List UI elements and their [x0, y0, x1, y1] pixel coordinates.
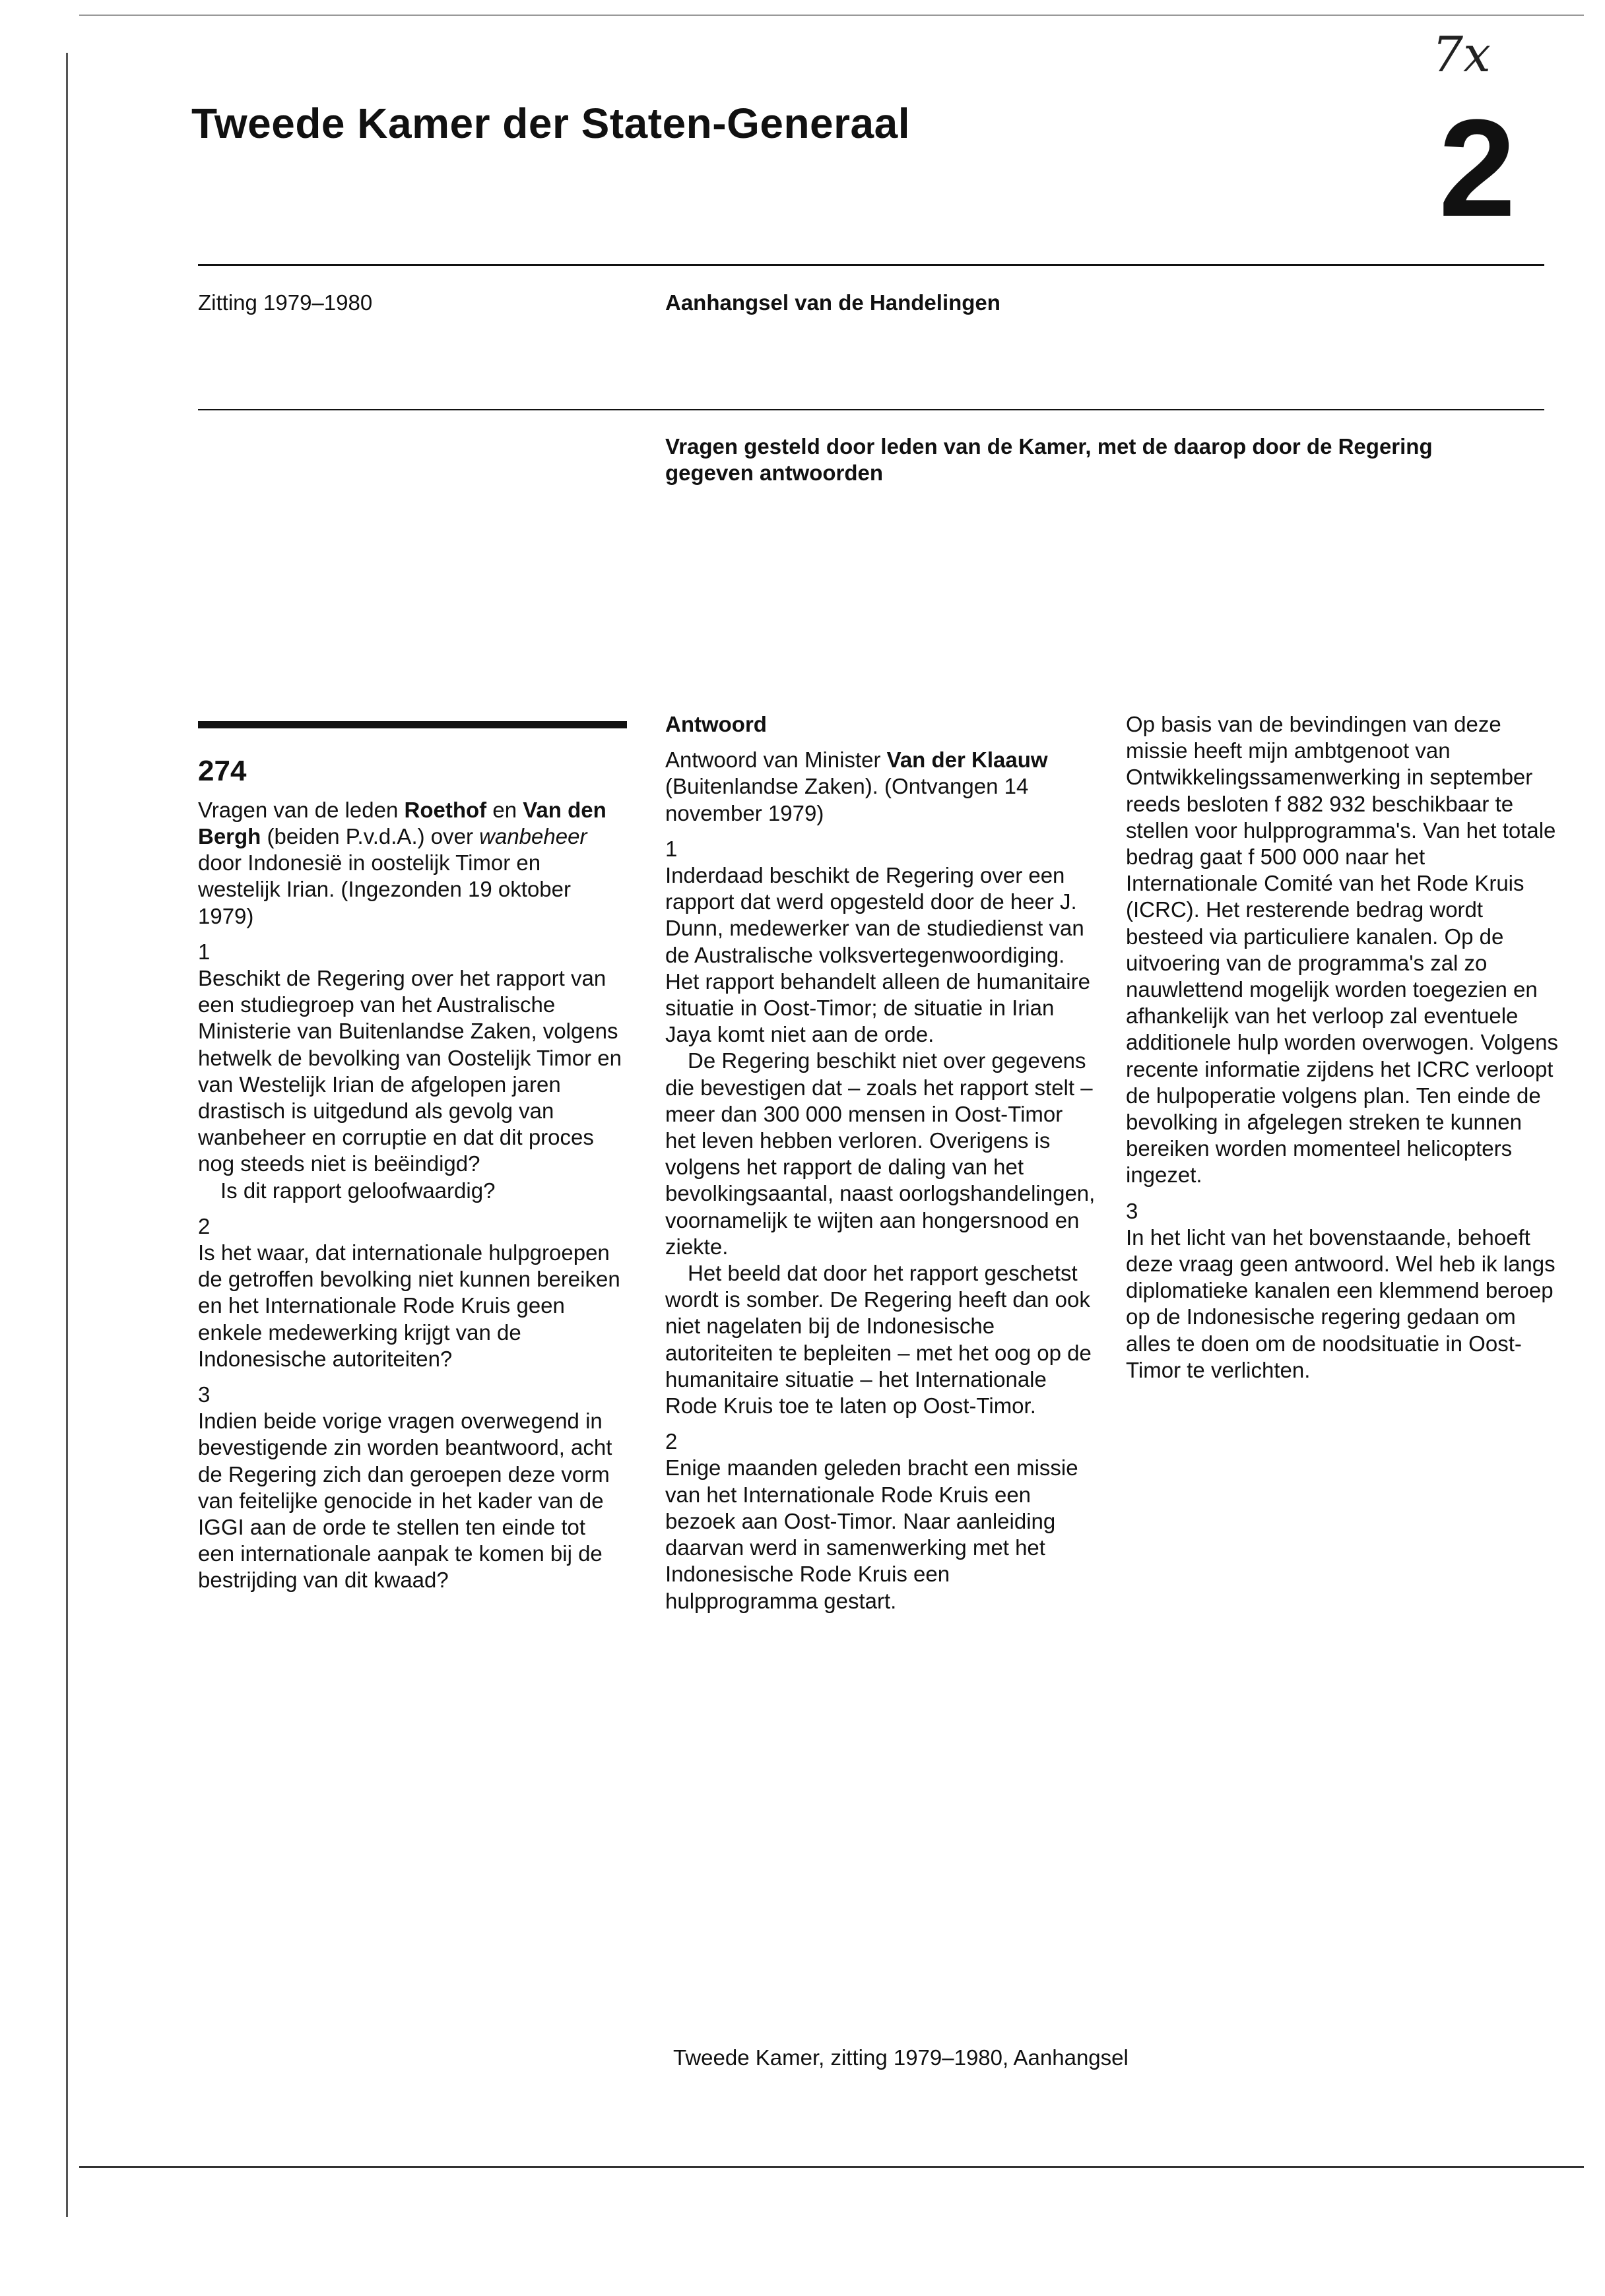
answer-intro-part2: (Buitenlandse Zaken). (Ontvangen 14 november 1979)	[665, 774, 1029, 825]
answer-1-text-2: De Regering beschikt niet over gegevens die bevestigen dat – zoals het rapport stelt – meer dan 300 000 mensen in Oost-Timor het leven hebben verloren. Overigens is volgens het rapport de daling van het bevolkingsaantal, naast oorlogshandelingen, voornamelijk te wijten aan hongersnood en ziekte.	[665, 1048, 1096, 1259]
question-topic: wanbeheer	[479, 824, 587, 848]
question-1-text: Beschikt de Regering over het rapport van een studiegroep van het Australische Ministerie van Buitenlandse Zaken, volgens hetwelk de bevolking van Oostelijk Timor en van Westelijk Irian de afgelopen jaren drastisch is uitgedund als gevolg van wanbeheer en corruptie en dat dit proces nog steeds niet is beëindigd?	[198, 966, 622, 1176]
answer-intro-part1: Antwoord van Minister	[665, 748, 887, 773]
scan-top-edge	[79, 15, 1584, 16]
scan-left-edge	[66, 53, 68, 2217]
question-1-text-2: Is dit rapport geloofwaardig?	[220, 1178, 496, 1203]
question-column	[198, 749, 627, 1594]
section-rule	[198, 409, 1544, 410]
handwritten-annotation: 7x	[1432, 26, 1491, 83]
question-2-number: 2	[198, 1213, 211, 1238]
answer-column-continued	[1126, 711, 1558, 1384]
question-bar	[198, 721, 627, 728]
question-intro-part2: en	[486, 797, 523, 822]
page-title: Tweede Kamer der Staten-Generaal	[191, 100, 910, 147]
question-intro	[198, 797, 627, 930]
scan-bottom-edge	[79, 2166, 1584, 2168]
answer-2-number: 2	[665, 1429, 678, 1454]
answer-3-text: In het licht van het bovenstaande, behoeft deze vraag geen antwoord. Wel heb ik langs diplomatieke kanalen een klemmend beroep op de Indonesische regering gedaan om alles te doen om de noodsituatie in Oost-Timor te verlichten.	[1126, 1225, 1556, 1382]
intro-line-2: gegeven antwoorden	[665, 461, 884, 485]
answer-3-number: 3	[1126, 1198, 1138, 1223]
question-number: 274	[198, 755, 247, 787]
question-3-text: Indien beide vorige vragen overwegend in bevestigende zin worden beantwoord, acht de Regering zich dan geroepen deze vorm van feitelijke genocide in het kader van de IGGI aan de orde te stellen ten einde tot een internationale aanpak te komen bij de bestrijding van dit kwaad?	[198, 1409, 612, 1593]
answer-2-text-2: Op basis van de bevindingen van deze missie heeft mijn ambtgenoot van Ontwikkelingssamenwerking in september reeds besloten f 882 932 beschikbaar te stellen voor hulpprogramma's. Van het totale bedrag gaat f 500 000 naar het Internationale Comité van het Rode Kruis (ICRC). Het resterende bedrag wordt besteed via particuliere kanalen. Op de uitvoering van de programma's zal zo nauwlettend mogelijk worden toegezien en afhankelijk van het verloop zal eventuele additionele hulp worden overwogen. Volgens recente informatie zijdens het ICRC verloopt de hulpoperatie volgens plan. Ten einde de bevolking in afgelegen streken te kunnen bereiken worden momenteel helicopters ingezet.	[1126, 712, 1558, 1188]
answer-1-number: 1	[665, 836, 678, 861]
question-member-1: Roethof	[404, 797, 487, 822]
answer-column	[665, 711, 1097, 1614]
answer-intro	[665, 747, 1097, 827]
answer-2-text: Enige maanden geleden bracht een missie van het Internationale Rode Kruis een bezoek aan Oost-Timor. Naar aanleiding daarvan werd in samenwerking met het Indonesische Rode Kruis een hulpprogramma gestart.	[665, 1455, 1078, 1613]
session-label: Zitting 1979–1980	[198, 290, 373, 315]
answer-minister: Van der Klaauw	[886, 748, 1048, 773]
header-rule	[198, 264, 1544, 266]
intro-heading	[665, 433, 1433, 486]
question-intro-part1: Vragen van de leden	[198, 797, 405, 822]
answer-1-text-3: Het beeld dat door het rapport geschetst wordt is somber. De Regering heeft dan ook niet nagelaten bij de Indonesische autoriteiten te bepleiten – met het oog op de humanitaire situatie – het Internationale Rode Kruis toe te laten op Oost-Timor.	[665, 1261, 1092, 1419]
answer-1-text: Inderdaad beschikt de Regering over een rapport dat werd opgesteld door de heer J. Dunn, medewerker van de studiedienst van de Australische volksvertegenwoordiging. Het rapport behandelt alleen de humanitaire situatie in Oost-Timor; de situatie in Irian Jaya komt niet aan de orde.	[665, 863, 1090, 1047]
volume-number: 2	[1439, 90, 1516, 245]
question-intro-part4: door Indonesië in oostelijk Timor en westelijk Irian. (Ingezonden 19 oktober 1979)	[198, 850, 571, 928]
question-1-number: 1	[198, 939, 211, 964]
series-label: Aanhangsel van de Handelingen	[665, 290, 1000, 315]
answer-heading: Antwoord	[665, 712, 767, 736]
question-2-text: Is het waar, dat internationale hulpgroepen de getroffen bevolking niet kunnen bereiken en het Internationale Rode Kruis geen enkele medewerking krijgt van de Indonesische autoriteiten?	[198, 1240, 620, 1371]
question-intro-part3: (beiden P.v.d.A.) over	[261, 824, 480, 848]
question-member-2: Van den Bergh	[198, 797, 606, 848]
question-3-number: 3	[198, 1382, 211, 1407]
page-footer: Tweede Kamer, zitting 1979–1980, Aanhangsel	[673, 2045, 1129, 2070]
intro-line-1: Vragen gesteld door leden van de Kamer, met de daarop door de Regering	[665, 434, 1433, 459]
